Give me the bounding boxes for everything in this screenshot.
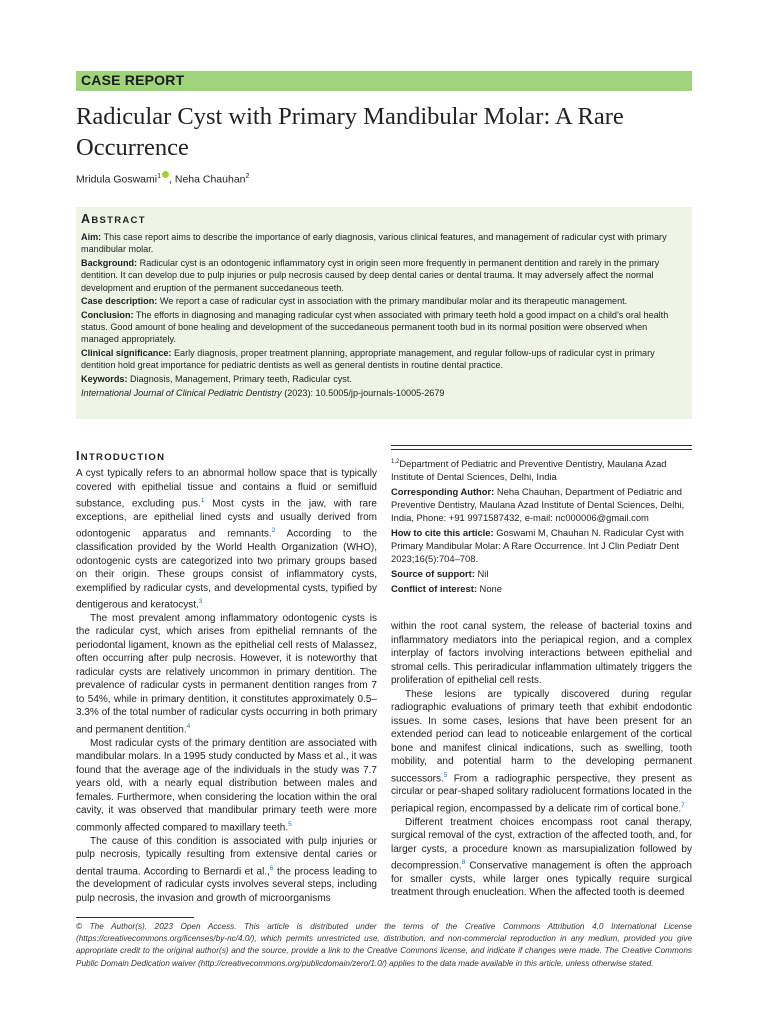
ref-link[interactable]: 7 <box>681 801 685 809</box>
right-column <box>391 620 692 900</box>
introduction-heading: INTRODUCTION <box>76 449 166 463</box>
author-line <box>76 171 249 186</box>
ref-link[interactable]: 1 <box>200 497 205 504</box>
author-2[interactable]: Neha Chauhan <box>174 173 246 186</box>
right-paragraph-3: Different treatment choices encompass root canal therapy, surgical removal of the cyst, extraction of the affected tooth, and, for larger cysts, a procedure known as marsupialization followed by decompression.$^8$ Conservative management is often the approach for smaller cysts, while larger ones typically require surgical treatment through enucleation. When the affected tooth is deemed <box>391 816 692 899</box>
license-footnote: © The Author(s). 2023 Open Access. This article is distributed under the terms of the Creative Commons Attribution 4.0 International License (https://creativecommons.org/licenses/by-nc/4.0/), which permits unrestricted use, distribution, and non-commercial reproduction in any medium, provided you give appropriate credit to the original author(s) and the source, provide a link to the Creative Commons license, and indicate if changes were made. The Creative Commons Public Domain Dedication waiver (http://creativecommons.org/publicdomain/zero/1.0/) applies to the data made available in this article, unless otherwise stated. <box>76 922 692 968</box>
author-1[interactable]: Mridula Goswami <box>76 173 158 186</box>
abstract-heading: ABSTRACT <box>81 212 146 226</box>
right-paragraph-2: These lesions are typically discovered during regular radiographic evaluations of primary teeth that exhibit endodontic issues. In some cases, lesions that have been present for an extended period can lead to noticeable enlargement of the cortical bone and manifest clinical indications, such as swelling, tooth mobility, and potential harm to the developing permanent successors.$^5$ From a radiographic perspective, they present as circular or pear-shaped solitary radiolucent formations located in the periapical region, encompassed by a delicate rim of cortical bone.$^7$ <box>391 688 692 815</box>
ref-link[interactable]: 2 <box>271 527 276 535</box>
ref-link[interactable]: 3 <box>198 598 203 606</box>
left-column <box>76 467 377 905</box>
affiliation-text: $^{1,2}$Department of Pediatric and Preventive Dentistry, Maulana Azad Institute of Dental Sciences, Delhi, India <box>391 458 667 483</box>
intro-paragraph-1: A cyst typically refers to an abnormal hollow space that is typically covered with epithelial tissue and contains a fluid or semifluid substance, excluding pus.$^1$ Most cysts in the jaw, with rare exceptions, are epithelial lined cysts and usually derived from odontogenic apparatus and remnants.$^2$ According to the classification provided by the World Health Organization (WHO), odontogenic cysts are categorized into two primary groups based on their origin. These groups consist of inflammatory cysts, exemplified by radicular cysts, and developmental cysts, typified by dentigerous and keratocyst.$^3$ <box>76 468 377 611</box>
ref-link[interactable]: 8 <box>461 859 466 867</box>
intro-paragraph-3: Most radicular cysts of the primary dentition are associated with mandibular molars. In a 1995 study conducted by Mass et al., it was found that the average age of the individuals in the study was 7.7 years old, with a nearly equal distribution between males and females. Furthermore, when considering the location within the oral cavity, it was observed that mandibular primary teeth were more commonly affected compared to maxillary teeth.$^5$ <box>76 737 377 834</box>
author-separator: , <box>169 173 175 186</box>
abstract-case-description: Case description: We report a case of radicular cyst in association with the primary mandibular molar and its therapeutic management. <box>81 296 628 307</box>
abstract-citation[interactable]: International Journal of Clinical Pediatric Dentistry (2023): 10.5005/jp-journals-10005-2679 <box>81 387 445 398</box>
right-paragraph-1: within the root canal system, the release of bacterial toxins and inflammatory mediators into the periapical region, and a complex interplay of factors involving interactions between epithelial and stromal cells. This periradicular inflammation ultimately triggers the proliferation of epithelial cell rests. <box>391 621 692 686</box>
abstract-clinical-significance: Clinical significance: Early diagnosis, proper treatment planning, appropriate management, and regular follow-ups of radicular cyst in primary dentition hold great importance for pediatric dentists as well as general dentists in routine dental practice. <box>81 348 655 371</box>
author-2-affil-sup: 2 <box>245 173 250 180</box>
article-type-label: CASE REPORT <box>81 72 185 88</box>
how-to-cite: How to cite this article: Goswami M, Chauhan N. Radicular Cyst with Primary Mandibular Molar: A Rare Occurrence. Int J Clin Pediatr Dent 2023;16(5):704–708. <box>391 527 684 565</box>
ref-link[interactable]: 4 <box>186 722 191 730</box>
corresponding-author: Corresponding Author: Neha Chauhan, Department of Pediatric and Preventive Dentistry, Maulana Azad Institute of Dental Sciences, Delhi, India, Phone: +91 9971587432, e-mail: nc000006@gmail.com <box>391 486 685 524</box>
ref-link[interactable]: 6 <box>269 864 274 872</box>
abstract-aim: Aim: This case report aims to describe the importance of early diagnosis, various clinical features, and management of radicular cyst with primary mandibular molar. <box>81 232 667 255</box>
intro-paragraph-4: The cause of this condition is associated with pulp injuries or pulp necrosis, typically resulting from extensive dental caries or dental trauma. According to Bernardi et al.,$^6$ the process leading to the development of radicular cysts involves several steps, including pulp necrosis, the invasion and growth of microorganisms <box>76 835 377 904</box>
intro-paragraph-2: The most prevalent among inflammatory odontogenic cysts is the radicular cyst, which arises from epithelial remnants of the periodontal ligament, known as the epithelial cell rests of Malassez, often occurring after pulp necrosis. However, it is noteworthy that radicular cysts are relatively uncommon in primary dentition. The prevalence of radicular cysts in permanent dentition ranges from 7 to 54%, while in primary dentition, it constitutes approximately 0.5–3.3% of the total number of radicular cysts occurring in both primary and permanent dentition.$^4$ <box>76 612 377 736</box>
affiliation-rule <box>391 445 692 446</box>
affiliation-box <box>391 449 692 597</box>
abstract-keywords: Keywords: Diagnosis, Management, Primary teeth, Radicular cyst. <box>81 373 352 384</box>
author-1-affil-sup: 1 <box>157 173 162 180</box>
abstract-background: Background: Radicular cyst is an odontogenic inflammatory cyst in origin seen more frequently in permanent dentition and rarely in the primary dentition. It can develop due to pulp injuries or pulp necrosis caused by deep dental caries or dental trauma. It may adversely affect the normal development and eruption of the permanent succedaneous teeth. <box>81 258 660 293</box>
article-type-banner <box>76 71 692 91</box>
ref-link[interactable]: 5 <box>288 820 292 828</box>
abstract-box <box>76 207 692 419</box>
ref-link[interactable]: 5 <box>443 771 448 779</box>
footnote-rule <box>76 917 194 918</box>
orcid-icon[interactable] <box>162 171 169 178</box>
article-title: Radicular Cyst with Primary Mandibular Molar: A Rare Occurrence <box>76 103 624 161</box>
abstract-conclusion: Conclusion: The efforts in diagnosing and managing radicular cyst when associated with primary teeth hold a good impact on a child's oral health status. Good amount of bone healing and development of the succedaneous permanent tooth bud in its normal position were observed when managed appropriately. <box>81 309 669 345</box>
conflict-of-interest: Conflict of interest: None <box>391 583 502 595</box>
source-of-support: Source of support: Nil <box>391 568 489 580</box>
